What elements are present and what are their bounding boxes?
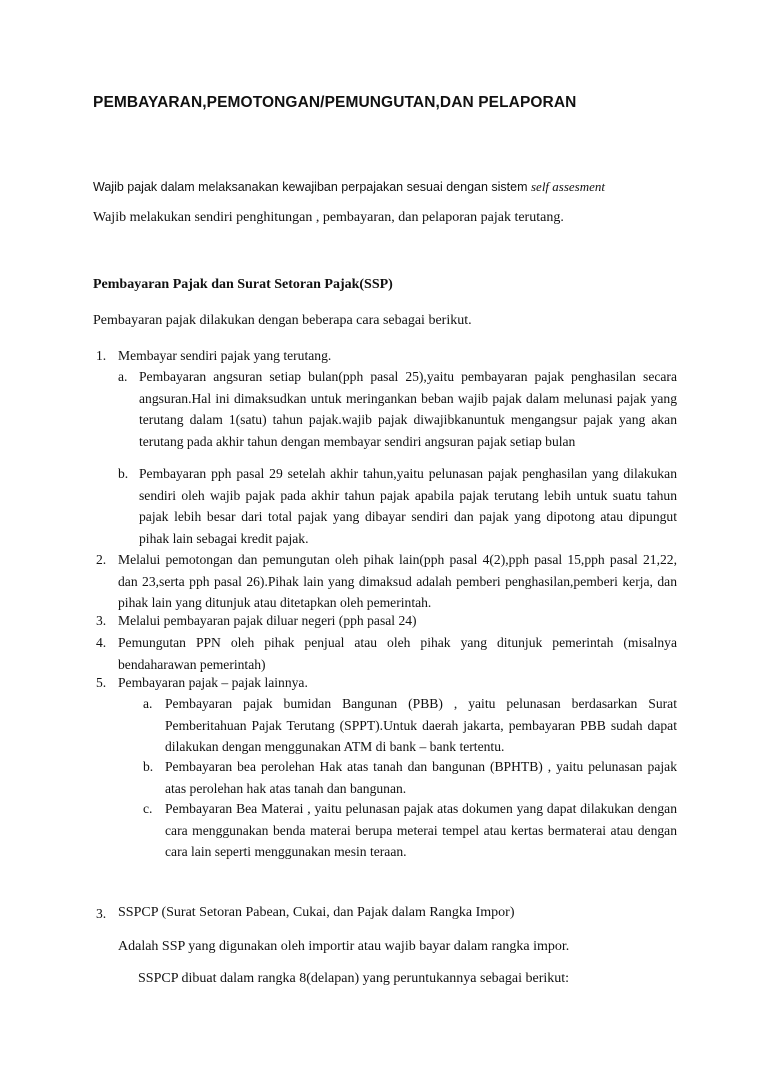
- sub-item-number: a.: [143, 696, 153, 711]
- list-item-number: 3.: [96, 613, 107, 628]
- intro-line-2: Wajib melakukan sendiri penghitungan , pembayaran, dan pelaporan pajak terutang.: [93, 210, 564, 225]
- section-heading: Pembayaran Pajak dan Surat Setoran Pajak(SSP): [93, 277, 393, 292]
- sub-item-number: b.: [118, 466, 129, 481]
- page-title: PEMBAYARAN,PEMOTONGAN/PEMUNGUTAN,DAN PELAPORAN: [93, 94, 577, 111]
- sspcp-paragraph-2: SSPCP dibuat dalam rangka 8(delapan) yang peruntukannya sebagai berikut:: [138, 971, 570, 986]
- list-item-text: Melalui pemotongan dan pemungutan oleh pihak lain(pph pasal 4(2),pph pasal 15,pph pasal 21,22, dan 23,serta pph pasal 26).Pihak lain yang dimaksud adalah pemberi penghasilan,pemberi kerja, dan pihak lain yang ditunjuk atau ditetapkan oleh pemerintah.: [118, 552, 677, 610]
- sspcp-paragraph: Adalah SSP yang digunakan oleh importir atau wajib bayar dalam rangka impor.: [118, 939, 570, 954]
- sub-item-number: c.: [143, 801, 153, 816]
- list-item-number: 1.: [96, 348, 107, 363]
- list-item-text: Pembayaran pajak – pajak lainnya.: [118, 675, 308, 690]
- sub-item-text: Pembayaran angsuran setiap bulan(pph pasal 25),yaitu pembayaran pajak penghasilan secara angsuran.Hal ini dimaksudkan untuk meringankan beban wajib pajak dalam melunasi pajak yang terutang dalam 1(satu) tahun pajak.wajib pajak diwajibkanuntuk mengangsur pajak yang akan terutang pada akhir tahun dengan membayar sendiri angsuran pajak setiap bulan: [139, 369, 677, 449]
- list-item-number: 5.: [96, 675, 107, 690]
- intro-line-1-text: Wajib pajak dalam melaksanakan kewajiban perpajakan sesuai dengan sistem: [93, 180, 531, 194]
- intro-line-1-italic: self assesment: [530, 179, 606, 194]
- sub-item-number: b.: [143, 759, 154, 774]
- section-intro: Pembayaran pajak dilakukan dengan beberapa cara sebagai berikut.: [93, 313, 472, 328]
- list-item-number: 3.: [96, 906, 107, 921]
- sub-item-text: Pembayaran pph pasal 29 setelah akhir tahun,yaitu pelunasan pajak penghasilan yang dilakukan sendiri oleh wajib pajak pada akhir tahun pajak apabila pajak terutang lebih untuk suatu tahun pajak lebih besar dari total pajak yang dibayar sendiri dan pajak yang dipotong atau dipungut pihak lain sebagai kredit pajak.: [139, 466, 677, 546]
- list-item-text: Pemungutan PPN oleh pihak penjual atau oleh pihak yang ditunjuk pemerintah (misalnya bendaharawan pemerintah): [118, 635, 677, 672]
- sub-item-text: Pembayaran pajak bumidan Bangunan (PBB) , yaitu pelunasan berdasarkan Surat Pemberitahuan Pajak Terutang (SPPT).Untuk daerah jakarta, pembayaran PBB sudah dapat dilakukan dengan menggunakan ATM di bank – bank tertentu.: [165, 696, 677, 754]
- list-item-number: 4.: [96, 635, 107, 650]
- sub-item-text: Pembayaran bea perolehan Hak atas tanah dan bangunan (BPHTB) , yaitu pelunasan pajak atas perolehan hak atas tanah dan bangunan.: [165, 759, 677, 796]
- list-item-text: Membayar sendiri pajak yang terutang.: [118, 348, 332, 363]
- intro-line-1: [93, 179, 605, 195]
- sub-item-text: Pembayaran Bea Materai , yaitu pelunasan pajak atas dokumen yang dapat dilakukan dengan cara menggunakan benda materai berupa meterai tempel atau kertas bermaterai atau dengan cara lain seperti menggunakan mesin teraan.: [165, 801, 677, 859]
- list-item-text: SSPCP (Surat Setoran Pabean, Cukai, dan Pajak dalam Rangka Impor): [118, 905, 515, 920]
- sub-item-number: a.: [118, 369, 128, 384]
- list-item-number: 2.: [96, 552, 107, 567]
- list-item-text: Melalui pembayaran pajak diluar negeri (pph pasal 24): [118, 613, 417, 628]
